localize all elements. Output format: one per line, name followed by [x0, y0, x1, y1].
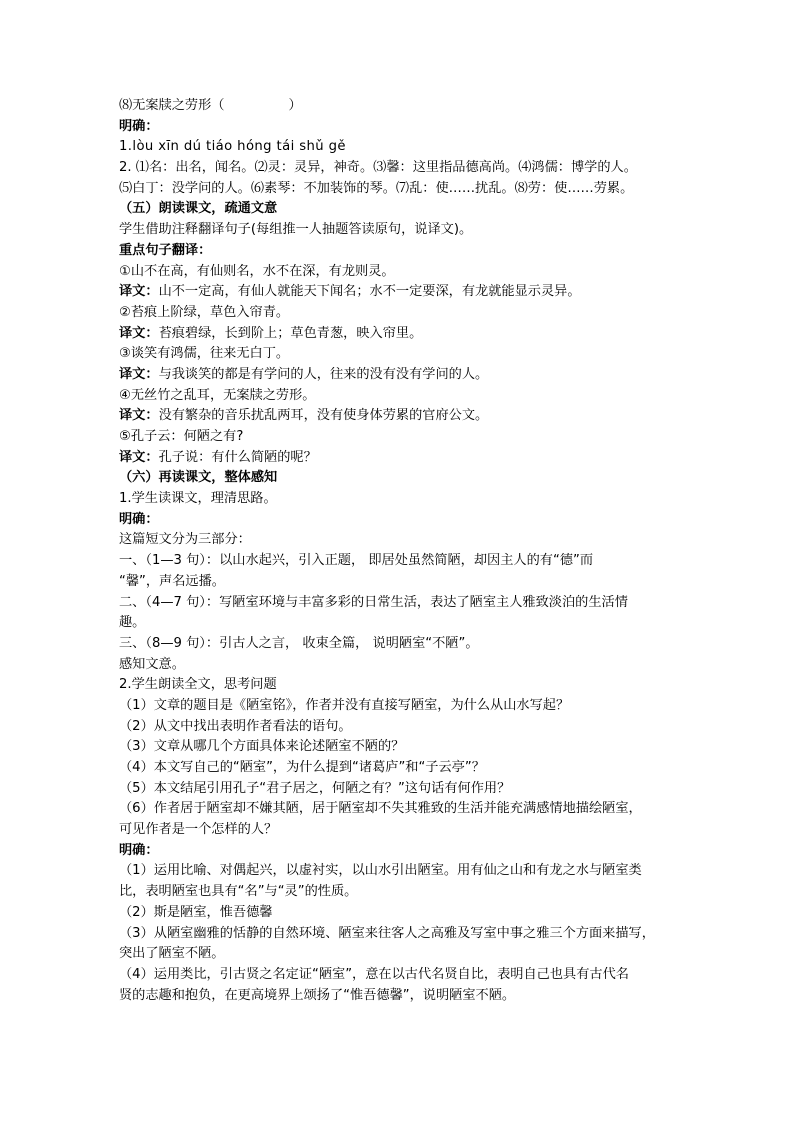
- text-line: [119, 986, 679, 1007]
- text-line: [119, 427, 679, 448]
- text-segment: 学生借助注释翻译句子(每组推一人抽题答读原句，说译文)。: [119, 222, 473, 238]
- text-line: [119, 530, 679, 551]
- text-line: [119, 344, 679, 365]
- text-segment: ⑸白丁：没学问的人。⑹素琴：不加装饰的琴。⑺乱：使……扰乱。⑻劳：使……劳累。: [119, 180, 634, 196]
- text-segment: 山不一定高，有仙人就能天下闻名；水不一定要深，有龙就能显示灵异。: [158, 284, 581, 300]
- bold-label: 明确：: [119, 118, 159, 134]
- text-line: [119, 944, 679, 965]
- text-line: [119, 220, 679, 241]
- text-segment: 与我谈笑的都是有学问的人，往来的没有没有学问的人。: [158, 366, 489, 382]
- text-segment: （1）运用比喻、对偶起兴，以虚衬实，以山水引出陋室。用有仙之山和有龙之水与陋室类: [119, 863, 642, 879]
- bold-label: 译文：: [119, 449, 159, 465]
- text-segment: ⑤孔子云：何陋之有?: [119, 429, 244, 444]
- text-line: [119, 510, 679, 531]
- text-line: [119, 758, 679, 779]
- text-line: [119, 965, 679, 986]
- text-line: [119, 199, 679, 220]
- bold-label: （六）再读课文，整体感知: [119, 470, 278, 486]
- text-line: [119, 572, 679, 593]
- text-segment: 可见作者是一个怎样的人？: [119, 822, 278, 838]
- text-line: [119, 613, 679, 634]
- text-line: [119, 551, 679, 572]
- text-segment: 1.学生读课文，理清思路。: [119, 491, 277, 507]
- bold-label: 明确：: [119, 842, 159, 858]
- text-line: [119, 282, 679, 303]
- bold-label: 明确：: [119, 511, 159, 527]
- text-line: [119, 737, 679, 758]
- text-line: [119, 96, 679, 117]
- text-line: [119, 882, 679, 903]
- text-line: [119, 861, 679, 882]
- text-line: [119, 117, 679, 138]
- text-segment: 趣。: [119, 615, 146, 631]
- text-segment: （3）文章从哪几个方面具体来论述陋室不陋的？: [119, 739, 405, 755]
- text-segment: 2.学生朗读全文，思考问题: [119, 677, 277, 693]
- text-segment: ③谈笑有鸿儒，往来无白丁。: [119, 346, 290, 362]
- text-line: [119, 241, 679, 262]
- text-segment: 感知文意。: [119, 656, 185, 672]
- text-segment: 没有繁杂的音乐扰乱两耳，没有使身体劳累的官府公文。: [158, 408, 489, 424]
- text-segment: ①山不在高，有仙则名，水不在深，有龙则灵。: [119, 263, 395, 279]
- text-segment: 2. ⑴名：出名，闻名。⑵灵：灵异，神奇。⑶馨：这里指品德高尚。⑷鸿儒：博学的人。: [119, 160, 637, 176]
- text-segment: 这篇短文分为三部分：: [119, 532, 251, 548]
- text-segment: 孔子说：有什么简陋的呢？: [158, 449, 317, 465]
- text-line: [119, 179, 679, 200]
- text-segment: （4）运用类比，引古贤之名定证“陋室”，意在以古代名贤自比，表明自己也具有古代名: [119, 966, 629, 982]
- text-line: [119, 448, 679, 469]
- text-line: [119, 903, 679, 924]
- text-segment: （2）从文中找出表明作者看法的语句。: [119, 718, 352, 734]
- text-line: [119, 262, 679, 283]
- text-segment: （4）本文写自己的“陋室”，为什么提到“诸葛庐”和“子云亭”？: [119, 760, 485, 775]
- text-line: [119, 717, 679, 738]
- text-line: [119, 675, 679, 696]
- text-line: [119, 468, 679, 489]
- bold-label: 译文：: [119, 366, 159, 382]
- text-line: [119, 634, 679, 655]
- text-segment: ④无丝竹之乱耳，无案牍之劳形。: [119, 387, 316, 403]
- text-line: [119, 799, 679, 820]
- text-line: [119, 365, 679, 386]
- text-segment: ）: [288, 98, 302, 113]
- text-line: [119, 158, 679, 179]
- text-segment: 一、（1—3 句）：以山水起兴，引入正题， 即居处虽然简陋，却因主人的有“德”而: [119, 553, 594, 569]
- text-line: [119, 696, 679, 717]
- text-line: [119, 386, 679, 407]
- text-segment: “馨”，声名远播。: [119, 573, 225, 589]
- text-line: [119, 593, 679, 614]
- text-segment: （6）作者居于陋室却不嫌其陋，居于陋室却不失其雅致的生活并能充满感情地描绘陋室，: [119, 801, 642, 817]
- bold-label: 译文：: [119, 408, 159, 424]
- text-segment: （5）本文结尾引用孔子“君子居之，何陋之有？”这句话有何作用？: [119, 780, 511, 796]
- text-line: [119, 779, 679, 800]
- text-line: [119, 406, 679, 427]
- document-page: [119, 96, 679, 1006]
- bold-label: 重点句子翻译：: [119, 242, 212, 258]
- text-line: [119, 841, 679, 862]
- text-line: [119, 655, 679, 676]
- text-segment: 二、（4—7 句）：写陋室环境与丰富多彩的日常生活，表达了陋室主人雅致淡泊的生活情: [119, 594, 628, 610]
- text-segment: ⑻无案牍之劳形（: [119, 98, 225, 113]
- text-segment: 突出了陋室不陋。: [119, 946, 225, 962]
- text-segment: ②苔痕上阶绿，草色入帘青。: [119, 304, 290, 320]
- bold-label: （五）朗读课文，疏通文意: [119, 201, 278, 217]
- text-segment: 三、（8—9 句）：引古人之言， 收束全篇， 说明陋室“不陋”。: [119, 635, 479, 651]
- text-segment: 贤的志趣和抱负，在更高境界上颂扬了“惟吾德馨”，说明陋室不陋。: [119, 987, 516, 1003]
- text-segment: （2）斯是陋室，惟吾德馨: [119, 904, 273, 920]
- text-line: [119, 303, 679, 324]
- text-line: [119, 924, 679, 945]
- text-line: [119, 324, 679, 345]
- text-line: [119, 820, 679, 841]
- text-line: [119, 489, 679, 510]
- text-segment: 1.lòu xīn dú tiáo hóng tái shǔ gě: [119, 139, 346, 155]
- text-segment: 比，表明陋室也具有“名”与“灵”的性质。: [119, 884, 358, 900]
- bold-label: 译文：: [119, 284, 159, 300]
- bold-label: 译文：: [119, 325, 159, 341]
- text-segment: （3）从陋室幽雅的恬静的自然环境、陋室来往客人之高雅及写室中事之雅三个方面来描写，: [119, 925, 655, 941]
- text-line: [119, 137, 679, 158]
- text-segment: 苔痕碧绿，长到阶上；草色青葱，映入帘里。: [158, 325, 423, 341]
- text-segment: （1）文章的题目是《陋室铭》，作者并没有直接写陋室，为什么从山水写起？: [119, 697, 570, 713]
